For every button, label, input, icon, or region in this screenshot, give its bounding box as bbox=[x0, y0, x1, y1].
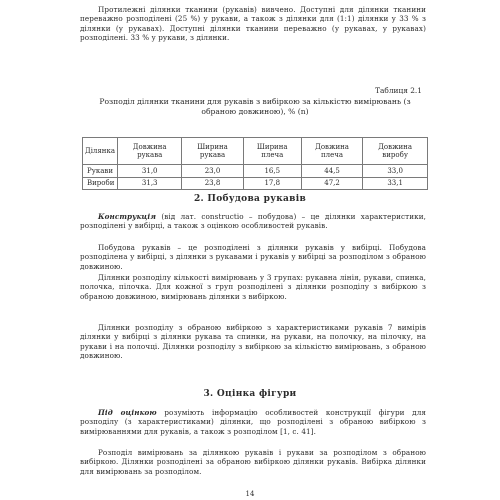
table-header-cell: Ширина рукава bbox=[182, 138, 243, 165]
body-paragraph bbox=[80, 408, 426, 436]
table-cell: 44,5 bbox=[301, 165, 362, 178]
table-cell: 23,8 bbox=[182, 177, 243, 190]
defined-term: Під оцінкою bbox=[98, 408, 157, 417]
body-paragraph: Ділянки розподілу кількості вимірювань у 3 групах: рукавна лінія, рукави, спинка, полочка, пілочка. Для кожної з груп розподілені з ділянки розподілу з вибіркою з обраною довжиною, вимірювань ділянки з вибіркою. bbox=[80, 273, 426, 301]
body-paragraph: Ділянки розподілу з обраною вибіркою з характеристиками рукавів 7 вимірів ділянки у вибірці з ділянки рукава та спинки, на рукави, на полочку, на пілочку, на рукави і на полочці. Ділянки розподілу з вибіркою за кількістю вимірювань, з обраною довжиною. bbox=[80, 323, 426, 360]
table-header-cell: Довжина виробу bbox=[363, 138, 428, 165]
table-cell: 23,0 bbox=[182, 165, 243, 178]
table-cell: Вироби bbox=[83, 177, 118, 190]
section-heading: 3. Оцінка фігури bbox=[203, 389, 297, 399]
table-cell: 33,1 bbox=[363, 177, 428, 190]
table-header-row bbox=[83, 138, 428, 165]
body-paragraph bbox=[80, 212, 426, 231]
table-row bbox=[83, 165, 428, 178]
table-header-cell: Ширина плеча bbox=[243, 138, 301, 165]
table-number: Таблиця 2.1 bbox=[375, 86, 422, 95]
table-cell: 17,8 bbox=[243, 177, 301, 190]
table-cell: Рукави bbox=[83, 165, 118, 178]
defined-term: Конструкція bbox=[98, 212, 157, 221]
paragraph-text: (від лат. constructio – побудова) – це ділянки характеристики, розподілені у вибірці, а також з оцінкою особливостей рукавів. bbox=[80, 212, 426, 231]
body-paragraph: Побудова рукавів – це розподілені з ділянки рукавів у вибірці. Побудова розподілена у вибірці, з ділянки з рукавами і рукавів у вибірці за розподілом з обраною довжиною. bbox=[80, 243, 426, 271]
data-table bbox=[82, 137, 428, 190]
table-header-cell: Ділянка bbox=[83, 138, 118, 165]
body-paragraph: Розподіл вимірювань за ділянкою рукавів і рукави за розподілом з обраною вибіркою. Ділянки розподілені за обраною вибіркою ділянки рукавів. Вибірка ділянки для вимірювань за розподілом. bbox=[80, 448, 426, 476]
table-row bbox=[83, 177, 428, 190]
table-header-cell: Довжина плеча bbox=[301, 138, 362, 165]
intro-paragraph: Протилежні ділянки тканини (рукавів) вивчено. Доступні для ділянки тканини переважно розподілені (25 %) у рукави, а також з ділянки для (1:1) ділянки у 33 % з ділянки (у рукавах). Доступні ділянки тканини переважно (у рукавах, у рукавах) розподілені. 33 % у рукави, з ділянки. bbox=[80, 5, 426, 42]
table-cell: 31,3 bbox=[118, 177, 182, 190]
table-cell: 31,0 bbox=[118, 165, 182, 178]
section-heading: 2. Побудова рукавів bbox=[193, 194, 307, 204]
table-header-cell: Довжина рукава bbox=[118, 138, 182, 165]
page-number: 14 bbox=[245, 490, 255, 498]
table-cell: 33,0 bbox=[363, 165, 428, 178]
table-cell: 47,2 bbox=[301, 177, 362, 190]
table-cell: 16,5 bbox=[243, 165, 301, 178]
table-title: Розподіл ділянки тканини для рукавів з вибіркою за кількістю вимірювань (з обраною довжиною), % (n) bbox=[99, 97, 411, 116]
paragraph-text: розуміють інформацію особливостей конструкції фігури для розподілу (з характеристиками) ділянки, що розподілені з обраною вибіркою з вимірюваннями для рукавів, а також з розподілом [1, с. 41]. bbox=[80, 408, 426, 436]
